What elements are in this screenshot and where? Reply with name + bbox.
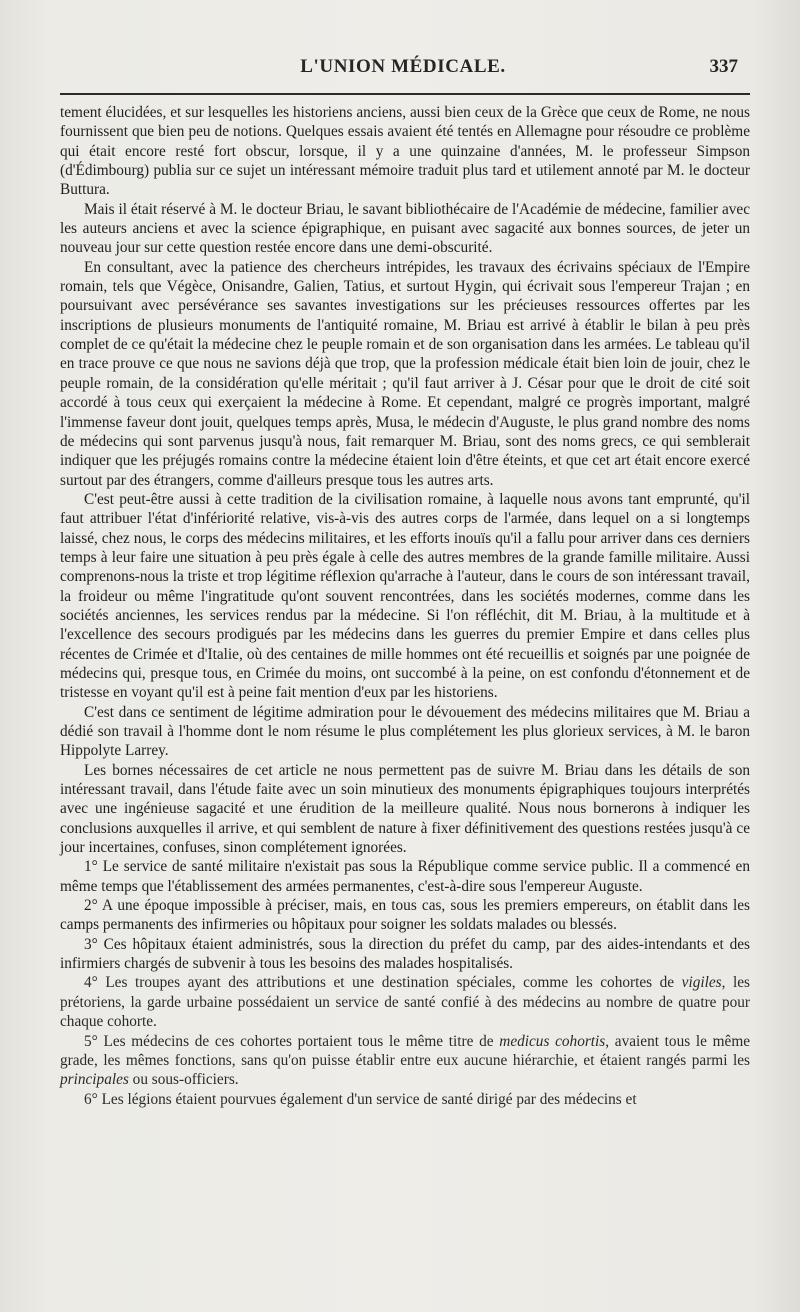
conclusion-item-6: 6° Les légions étaient pourvues également d'un service de santé dirigé par des médecins et <box>84 1090 637 1108</box>
conclusion-item-4 <box>60 973 750 1031</box>
paragraph-2: Mais il était réservé à M. le docteur Briau, le savant bibliothécaire de l'Académie de médecine, familier avec les auteurs anciens et avec la science épigraphique, en puisant avec sagacité aux bonnes sources, de jeter un nouveau jour sur cette question restée encore dans une demi-obscurité. <box>60 200 750 257</box>
running-title: L'UNION MÉDICALE. <box>300 56 506 77</box>
item-5-text-middle: , avaient tous le même grade, les mêmes fonctions, sans qu'on puisse établir entre eux aucune hiérarchie, et étaient rangés parmi les <box>60 1032 751 1069</box>
conclusion-item-2: 2° A une époque impossible à préciser, mais, en tous cas, sous les premiers empereurs, on établit dans les camps permanents des infirmeries ou hôpitaux pour soigner les soldats malades ou blessés. <box>60 897 750 934</box>
conclusion-item-3: 3° Ces hôpitaux étaient administrés, sous la direction du préfet du camp, par des aides-intendants et des infirmiers chargés de subvenir à tous les besoins des malades hospitalisés. <box>60 935 750 973</box>
page-header <box>60 56 746 84</box>
header-rule <box>60 93 750 95</box>
conclusion-item-5 <box>60 1032 750 1090</box>
paragraph-5: C'est dans ce sentiment de légitime admiration pour le dévouement des médecins militaires que M. Briau a dédié son travail à l'homme dont le nom résume le plus complétement les plus glorieux services, à M. le baron Hippolyte Larrey. <box>60 703 750 760</box>
item-5-italic-term-1: medicus cohortis <box>499 1032 606 1050</box>
item-5-text-end: ou sous-officiers. <box>128 1071 239 1089</box>
body-text <box>60 103 750 1109</box>
page-number: 337 <box>709 56 738 77</box>
item-5-text-start: 5° Les médecins de ces cohortes portaient tous le même titre de <box>84 1032 500 1050</box>
item-5-italic-term-2: principales <box>60 1071 129 1089</box>
item-4-italic-term: vigiles <box>681 974 722 992</box>
paragraph-3: En consultant, avec la patience des chercheurs intrépides, les travaux des écrivains spéciaux de l'Empire romain, tels que Végèce, Onisandre, Galien, Tatius, et surtout Hygin, qui écrivait sous l'empereur Trajan ; en poursuivant avec persévérance ses savantes investigations sur les précieuses ressources offertes par les inscriptions de plusieurs monuments de l'antiquité romaine, M. Briau est arrivé à établir le bilan à peu près complet de ce qu'était la médecine chez le peuple romain et de son organisation dans les armées. Le tableau qu'il en trace prouve ce que nous ne savions déjà que trop, que la profession médicale était bien loin de jouir, chez le peuple romain, de la considération qu'elle méritait ; qu'il faut arriver à J. César pour que le droit de cité soit accordé à tous ceux qui exerçaient la médecine à Rome. Et cependant, malgré ce progrès important, malgré l'immense faveur dont jouit, quelques temps après, Musa, le médecin d'Auguste, le plus grand nombre des noms de médecins qui sont parvenus jusqu'à nous, fait remarquer M. Briau, sont des noms grecs, ce qui semblerait indiquer que les préjugés romains contre la médecine étaient loin d'être éteints, et que cet art était encore exercé surtout par des étrangers, comme d'ailleurs presque tous les autres arts. <box>60 258 750 489</box>
item-4-text-start: 4° Les troupes ayant des attributions et une destination spéciales, comme les cohortes de <box>84 974 682 992</box>
conclusion-item-1: 1° Le service de santé militaire n'existait pas sous la République comme service public. Il a commencé en même temps que l'établissement des armées permanentes, c'est-à-dire sous l'empereur Auguste. <box>60 858 750 895</box>
paragraph-1: tement élucidées, et sur lesquelles les historiens anciens, aussi bien ceux de la Grèce que ceux de Rome, ne nous fournissent que bien peu de notions. Quelques essais avaient été tentés en Allemagne pour résoudre ce problème qui était encore resté fort obscur, lorsque, il y a une quinzaine d'années, M. le professeur Simpson (d'Édimbourg) publia sur ce sujet un intéressant mémoire traduit plus tard et utilement annoté par M. le docteur Buttura. <box>60 104 750 199</box>
item-4-text-end: , les prétoriens, la garde urbaine possédaient un service de santé confié à des médecins au nombre de quatre pour chaque cohorte. <box>60 974 750 1031</box>
paragraph-4: C'est peut-être aussi à cette tradition de la civilisation romaine, à laquelle nous avons tant emprunté, qu'il faut attribuer l'état d'infériorité relative, vis-à-vis des autres corps de l'armée, dans lequel on a si longtemps laissé, chez nous, le corps des médecins militaires, et les efforts inouïs qu'il a fallu pour arriver dans ces derniers temps à leur faire une situation à peu près égale à celle des autres membres de la grande famille militaire. Aussi comprenons-nous la triste et trop légitime réflexion qu'arrache à l'auteur, dans le cours de son intéressant travail, la froideur ou même l'ingratitude qu'ont souvent rencontrées, dans les sociétés modernes, comme dans les sociétés anciennes, les services rendus par la médecine. Si l'on réfléchit, dit M. Briau, à la multitude et à l'excellence des secours prodigués par les médecins dans les guerres du premier Empire et dans celles plus récentes de Crimée et d'Italie, où des centaines de mille hommes ont été recueillis et soignés par une poignée de médecins qui, presque tous, en Crimée du moins, ont succombé à la peine, on est confondu d'étonnement et de tristesse en voyant qu'il est à peine fait mention d'eux par les historiens. <box>60 490 750 702</box>
paragraph-6: Les bornes nécessaires de cet article ne nous permettent pas de suivre M. Briau dans les détails de son intéressant travail, dans l'étude faite avec un soin minutieux des monuments épigraphiques toujours interprétés avec une ingénieuse sagacité et une érudition de la meilleure qualité. Nous nous bornerons à indiquer les conclusions auxquelles il arrive, et qui semblent de nature à fixer définitivement des questions restées jusqu'à ce jour incertaines, confuses, sinon complétement ignorées. <box>60 761 750 857</box>
